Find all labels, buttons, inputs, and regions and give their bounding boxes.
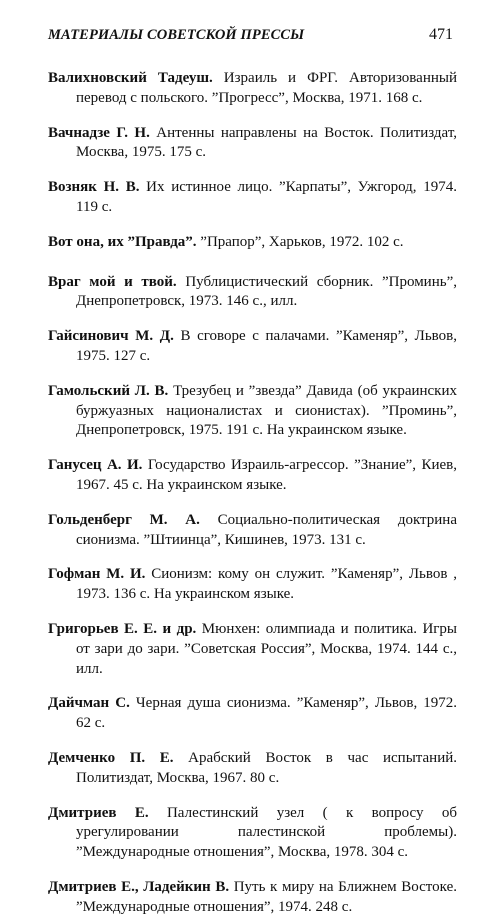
entry-text: Палестинский узел ( к вопросу об урегулировании палестинской проблемы). ”Международные отношения”, Москва, 1978. 304 с.: [76, 804, 457, 861]
bibliography-entry: [48, 878, 457, 918]
bibliography-entry: [48, 233, 457, 253]
bibliography-entry: [48, 327, 457, 367]
entry-author: Дмитриев Е.: [48, 804, 149, 821]
entry-author: Враг мой и твой.: [48, 273, 177, 290]
header-title: МАТЕРИАЛЫ СОВЕТСКОЙ ПРЕССЫ: [48, 27, 305, 43]
bibliography-entry: [48, 69, 457, 109]
entry-author: Григорьев Е. Е. и др.: [48, 620, 197, 637]
entry-text: Государство Израиль-агрессор. ”Знание”, Киев, 1967. 45 с. На украинском языке.: [76, 457, 457, 493]
bibliography-entry: [48, 694, 457, 734]
bibliography-entry: [48, 124, 457, 164]
entry-author: Гофман М. И.: [48, 566, 146, 583]
entry-author: Валихновский Тадеуш.: [48, 70, 213, 86]
entry-text: Арабский Восток в час испытаний. Политиздат, Москва, 1967. 80 с.: [76, 749, 458, 786]
entry-author: Демченко П. Е.: [48, 749, 174, 766]
entry-text: Черная душа сионизма. ”Каменяр”, Львов, 1972. 62 с.: [76, 695, 458, 732]
entry-text: Публицистический сборник. ”Проминь”, Днепропетровск, 1973. 146 с., илл.: [76, 273, 457, 310]
bibliography-entry: [48, 804, 457, 863]
bibliography-entry: [48, 178, 457, 218]
entry-author: Вачнадзе Г. Н.: [48, 124, 150, 141]
entry-text: Трезубец и ”звезда” Давида (об украинских буржуазных националистах и сионистах). ”Проминь”, Днепропетровск, 1975. 191 с. На украинском языке.: [76, 382, 457, 439]
entry-author: Ганусец А. И.: [48, 457, 143, 474]
bibliography-entry: [48, 511, 457, 551]
entry-text: В сговоре с палачами. ”Каменяр”, Львов, 1975. 127 с.: [76, 328, 457, 364]
bibliography-entry: [48, 620, 457, 679]
bibliography-list: [48, 69, 457, 918]
entry-author: Дайчман С.: [48, 695, 130, 712]
entry-text: Мюнхен: олимпиада и политика. Игры от зари до зари. ”Советская Россия”, Москва, 1974. 144 с., илл.: [76, 620, 458, 677]
entry-text: Путь к миру на Ближнем Востоке. ”Международные отношения”, 1974. 248 с.: [76, 878, 457, 915]
entry-text: Израиль и ФРГ. Авторизованный перевод с польского. ”Прогресс”, Москва, 1971. 168 с.: [76, 70, 458, 106]
bibliography-entry: [48, 382, 457, 441]
entry-text: Сионизм: кому он служит. ”Каменяр”, Львов , 1973. 136 с. На украинском языке.: [76, 566, 457, 603]
entry-author: Гольденберг М. А.: [48, 511, 200, 528]
bibliography-entry: [48, 749, 457, 789]
entry-author: Вот она, их ”Правда”.: [48, 233, 197, 250]
running-header: [48, 26, 457, 50]
entry-text: Их истинное лицо. ”Карпаты”, Ужгород, 1974. 119 с.: [76, 179, 457, 215]
entry-text: ”Прапор”, Харьков, 1972. 102 с.: [196, 233, 404, 250]
entry-author: Гамольский Л. В.: [48, 382, 169, 399]
entry-author: Гайсинович М. Д.: [48, 328, 174, 345]
entry-text: Антенны направлены на Восток. Политиздат, Москва, 1975. 175 с.: [76, 124, 458, 161]
bibliography-entry: [48, 456, 457, 496]
page-number: 471: [429, 26, 453, 43]
entry-author: Дмитриев Е., Ладейкин В.: [48, 878, 230, 895]
entry-text: Социально-политическая доктрина сионизма. ”Штиинца”, Кишинев, 1973. 131 с.: [76, 511, 457, 548]
entry-author: Возняк Н. В.: [48, 179, 140, 196]
bibliography-entry: [48, 273, 457, 313]
bibliography-entry: [48, 565, 457, 605]
